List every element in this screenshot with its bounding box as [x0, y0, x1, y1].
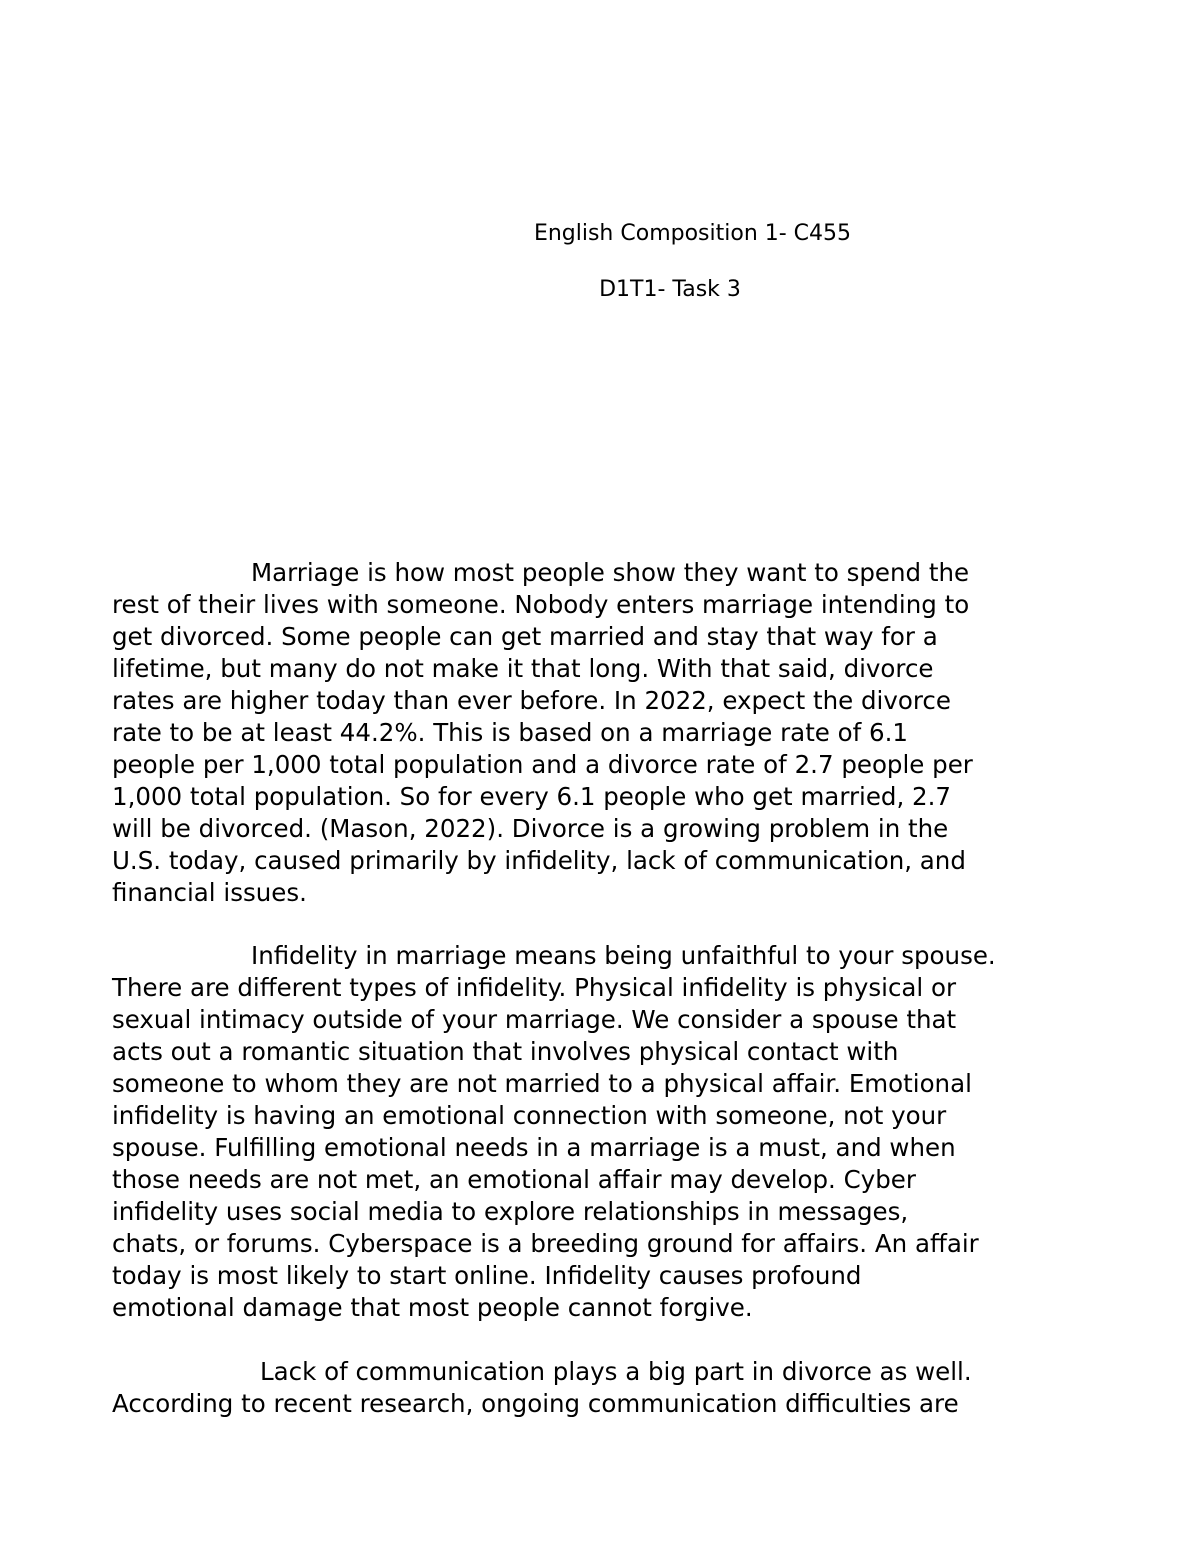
- paragraph-line: Marriage is how most people show they want to spend the: [251, 558, 970, 587]
- paragraph-line: will be divorced. (Mason, 2022). Divorce is a growing problem in the: [112, 814, 949, 843]
- paragraph-line: lifetime, but many do not make it that long. With that said, divorce: [112, 654, 934, 683]
- paragraph-line: rates are higher today than ever before. In 2022, expect the divorce: [112, 686, 951, 715]
- paragraph-line: 1,000 total population. So for every 6.1 people who get married, 2.7: [112, 782, 952, 811]
- paragraph-line: people per 1,000 total population and a divorce rate of 2.7 people per: [112, 750, 973, 779]
- paragraph-line: those needs are not met, an emotional affair may develop. Cyber: [112, 1165, 916, 1194]
- paragraph-line: spouse. Fulfilling emotional needs in a marriage is a must, and when: [112, 1133, 956, 1162]
- paragraph-line: infidelity is having an emotional connection with someone, not your: [112, 1101, 947, 1130]
- paragraph-intro: [112, 557, 1102, 909]
- paragraph-communication: [112, 1356, 1102, 1420]
- paragraph-line: U.S. today, caused primarily by infidelity, lack of communication, and: [112, 846, 966, 875]
- paragraph-line: sexual intimacy outside of your marriage. We consider a spouse that: [112, 1005, 957, 1034]
- paragraph-line: rest of their lives with someone. Nobody enters marriage intending to: [112, 590, 970, 619]
- paragraph-line: Lack of communication plays a big part in divorce as well.: [260, 1357, 972, 1386]
- paragraph-line: There are different types of infidelity. Physical infidelity is physical or: [112, 973, 957, 1002]
- paragraph-line: infidelity uses social media to explore relationships in messages,: [112, 1197, 909, 1226]
- paragraph-line: chats, or forums. Cyberspace is a breeding ground for affairs. An affair: [112, 1229, 979, 1258]
- paragraph-line: financial issues.: [112, 878, 307, 907]
- paragraph-line: get divorced. Some people can get married and stay that way for a: [112, 622, 938, 651]
- paragraph-line: Infidelity in marriage means being unfaithful to your spouse.: [251, 941, 996, 970]
- paragraph-line: According to recent research, ongoing communication difficulties are: [112, 1389, 959, 1418]
- paragraph-line: emotional damage that most people cannot forgive.: [112, 1293, 753, 1322]
- paragraph-line: someone to whom they are not married to a physical affair. Emotional: [112, 1069, 972, 1098]
- task-subtitle: D1T1- Task 3: [599, 277, 741, 302]
- paragraph-line: acts out a romantic situation that involves physical contact with: [112, 1037, 899, 1066]
- course-title: English Composition 1- C455: [533, 221, 852, 246]
- paragraph-infidelity: [112, 940, 1102, 1324]
- paragraph-line: today is most likely to start online. Infidelity causes profound: [112, 1261, 862, 1290]
- paragraph-line: rate to be at least 44.2%. This is based on a marriage rate of 6.1: [112, 718, 909, 747]
